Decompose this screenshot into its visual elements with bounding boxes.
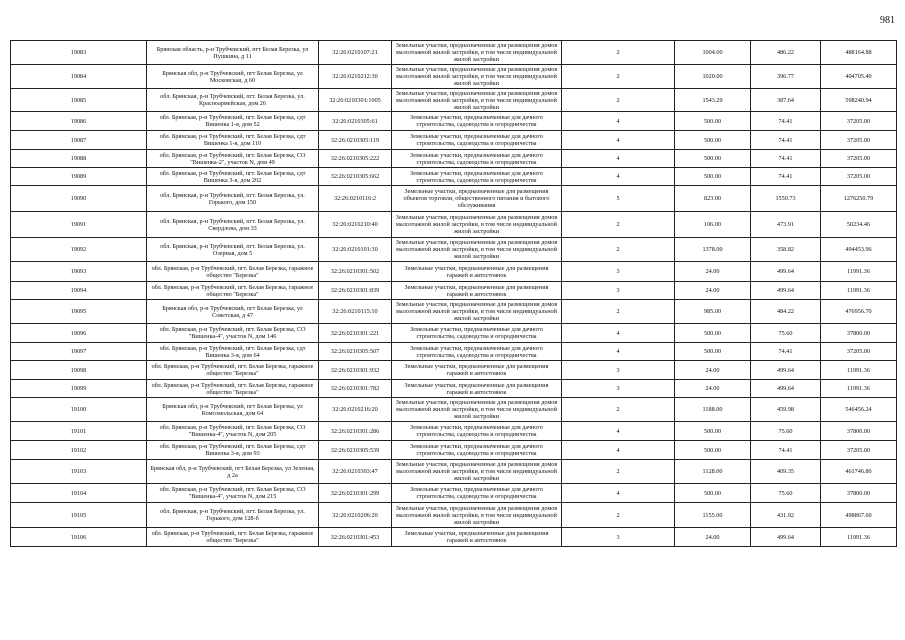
land-use-type-cell: Земельные участки, предназначенные для размещения гаражей и автостоянок — [392, 528, 562, 547]
use-group-cell: 4 — [562, 131, 675, 150]
land-use-type-cell: Земельные участки, предназначенные для размещения домов малоэтажной жилой застройки, в том числе индивидуальной жилой застройки — [392, 89, 562, 112]
area-cell: 1188.00 — [675, 398, 751, 422]
area-cell: 500.00 — [675, 324, 751, 343]
record-number-cell: 19089 — [11, 168, 147, 186]
use-group-cell: 4 — [562, 484, 675, 503]
address-cell: обл. Брянская, р-н Трубчевский, пгт. Белая Березка, гаражное общество "Березка" — [147, 528, 319, 547]
record-number-cell: 19085 — [11, 89, 147, 112]
cadastral-value-cell: 598240.94 — [821, 89, 897, 112]
record-number-cell: 19096 — [11, 324, 147, 343]
specific-value-cell: 74.41 — [751, 343, 821, 361]
area-cell: 24.00 — [675, 528, 751, 547]
land-use-type-cell: Земельные участки, предназначенные для дачного строительства, садоводства и огородничества — [392, 324, 562, 343]
cadastral-number-cell: 32:26:0210206:20 — [319, 503, 392, 528]
use-group-cell: 4 — [562, 422, 675, 441]
land-use-type-cell: Земельные участки, предназначенные для размещения гаражей и автостоянок — [392, 361, 562, 380]
specific-value-cell: 1550.73 — [751, 186, 821, 212]
specific-value-cell: 75.60 — [751, 422, 821, 441]
area-cell: 500.00 — [675, 150, 751, 168]
area-cell: 500.00 — [675, 168, 751, 186]
table-row — [11, 150, 897, 168]
cadastral-number-cell: 32:26:0210101:30 — [319, 238, 392, 262]
record-number-cell: 19100 — [11, 398, 147, 422]
table-row — [11, 65, 897, 89]
land-use-type-cell: Земельные участки, предназначенные для размещения домов малоэтажной жилой застройки, в том числе индивидуальной жилой застройки — [392, 41, 562, 65]
page-number: 981 — [880, 15, 895, 26]
land-use-type-cell: Земельные участки, предназначенные для дачного строительства, садоводства и огородничества — [392, 131, 562, 150]
record-number-cell: 19086 — [11, 112, 147, 131]
use-group-cell: 3 — [562, 361, 675, 380]
specific-value-cell: 74.41 — [751, 441, 821, 460]
table-row — [11, 380, 897, 398]
record-number-cell: 19084 — [11, 65, 147, 89]
specific-value-cell: 75.60 — [751, 324, 821, 343]
table-row — [11, 131, 897, 150]
record-number-cell: 19104 — [11, 484, 147, 503]
cadastral-value-cell: 494453.96 — [821, 238, 897, 262]
cadastral-value-cell: 11991.36 — [821, 380, 897, 398]
cadastral-value-cell: 11991.36 — [821, 282, 897, 300]
area-cell: 500.00 — [675, 131, 751, 150]
address-cell: обл. Брянская, р-н Трубчевский, пгт. Белая Березка, гаражное общество "Березка" — [147, 380, 319, 398]
address-cell: Брянская область, р-н Трубчевский, пгт Белая Березка, ул Пушкина, д 11 — [147, 41, 319, 65]
specific-value-cell: 473.91 — [751, 212, 821, 238]
use-group-cell: 4 — [562, 150, 675, 168]
table-row — [11, 262, 897, 282]
cadastral-value-cell: 476956.70 — [821, 300, 897, 324]
land-use-type-cell: Земельные участки, предназначенные для дачного строительства, садоводства и огородничества — [392, 441, 562, 460]
area-cell: 1543.29 — [675, 89, 751, 112]
address-cell: обл. Брянская, р-н Трубчевский, пгт. Белая Березка, гаражное общество "Березка" — [147, 262, 319, 282]
address-cell: обл. Брянская, р-н Трубчевский, пгт. Белая Березка, ул. Красноармейская, дом 26 — [147, 89, 319, 112]
address-cell: обл. Брянская, р-н Трубчевский, пгт. Белая Березка, ул. Озерная, дом 5 — [147, 238, 319, 262]
cadastral-number-cell: 32:26:0210301:782 — [319, 380, 392, 398]
record-number-cell: 19093 — [11, 262, 147, 282]
specific-value-cell: 74.41 — [751, 112, 821, 131]
cadastral-value-cell: 498867.60 — [821, 503, 897, 528]
table-row — [11, 324, 897, 343]
cadastral-number-cell: 32:26:0210301:453 — [319, 528, 392, 547]
record-number-cell: 19095 — [11, 300, 147, 324]
record-number-cell: 19097 — [11, 343, 147, 361]
address-cell: обл. Брянская, р-н Трубчевский, пгт. Белая Березка, гаражное общество "Березка" — [147, 361, 319, 380]
area-cell: 24.00 — [675, 361, 751, 380]
specific-value-cell: 499.64 — [751, 282, 821, 300]
address-cell: обл. Брянская, р-н Трубчевский, пгт. Белая Березка, сдт Вишенка 1-я, дом 52 — [147, 112, 319, 131]
cadastral-value-cell: 11991.36 — [821, 528, 897, 547]
cadastral-number-cell: 32:26:0210301:502 — [319, 262, 392, 282]
area-cell: 1020.00 — [675, 65, 751, 89]
area-cell: 24.00 — [675, 262, 751, 282]
record-number-cell: 19087 — [11, 131, 147, 150]
area-cell: 500.00 — [675, 112, 751, 131]
cadastral-value-cell: 37205.00 — [821, 441, 897, 460]
cadastral-number-cell: 32:26:0210107:21 — [319, 41, 392, 65]
specific-value-cell: 499.64 — [751, 262, 821, 282]
address-cell: обл. Брянская, р-н Трубчевский, пгт. Белая Березка, сдт Вишенка 1-я, дом 110 — [147, 131, 319, 150]
record-number-cell: 19099 — [11, 380, 147, 398]
use-group-cell: 3 — [562, 262, 675, 282]
specific-value-cell: 74.41 — [751, 150, 821, 168]
cadastral-number-cell: 32:26:0210305:119 — [319, 131, 392, 150]
record-number-cell: 19092 — [11, 238, 147, 262]
cadastral-number-cell: 32:26:0210305:662 — [319, 168, 392, 186]
address-cell: обл. Брянская, р-н Трубчевский, пгт. Белая Березка, сдт Вишенка 3-я, дом 93 — [147, 441, 319, 460]
use-group-cell: 4 — [562, 324, 675, 343]
cadastral-value-cell: 404705.40 — [821, 65, 897, 89]
use-group-cell: 2 — [562, 41, 675, 65]
address-cell: обл. Брянская, р-н Трубчевский, пгт. Белая Березка, ул. Горького, дом 150 — [147, 186, 319, 212]
area-cell: 823.00 — [675, 186, 751, 212]
use-group-cell: 2 — [562, 503, 675, 528]
address-cell: обл. Брянская, р-н Трубчевский, пгт. Белая Березка, СО "Вишенка-4", участок N, дом 205 — [147, 422, 319, 441]
use-group-cell: 3 — [562, 380, 675, 398]
specific-value-cell: 459.98 — [751, 398, 821, 422]
table-row — [11, 398, 897, 422]
cadastral-number-cell: 32:26:0210305:539 — [319, 441, 392, 460]
record-number-cell: 19088 — [11, 150, 147, 168]
record-number-cell: 19102 — [11, 441, 147, 460]
use-group-cell: 2 — [562, 238, 675, 262]
specific-value-cell: 484.22 — [751, 300, 821, 324]
cadastral-value-cell: 461746.80 — [821, 460, 897, 484]
table-row — [11, 212, 897, 238]
specific-value-cell: 387.64 — [751, 89, 821, 112]
land-use-type-cell: Земельные участки, предназначенные для дачного строительства, садоводства и огородничества — [392, 168, 562, 186]
area-cell: 1378.00 — [675, 238, 751, 262]
specific-value-cell: 74.41 — [751, 168, 821, 186]
land-use-type-cell: Земельные участки, предназначенные для дачного строительства, садоводства и огородничества — [392, 484, 562, 503]
area-cell: 500.00 — [675, 441, 751, 460]
area-cell: 106.00 — [675, 212, 751, 238]
table-row — [11, 503, 897, 528]
address-cell: Брянская обл, р-н Трубчевский, пгт Белая Березка, ул Зеленая, д 2а — [147, 460, 319, 484]
land-use-type-cell: Земельные участки, предназначенные для размещения гаражей и автостоянок — [392, 380, 562, 398]
cadastral-number-cell: 32:26:0210210:40 — [319, 212, 392, 238]
land-use-type-cell: Земельные участки, предназначенные для размещения гаражей и автостоянок — [392, 282, 562, 300]
cadastral-value-cell: 37205.00 — [821, 150, 897, 168]
use-group-cell: 5 — [562, 186, 675, 212]
table-row — [11, 422, 897, 441]
area-cell: 24.00 — [675, 282, 751, 300]
area-cell: 500.00 — [675, 343, 751, 361]
record-number-cell: 19094 — [11, 282, 147, 300]
record-number-cell: 19090 — [11, 186, 147, 212]
table-row — [11, 168, 897, 186]
land-use-type-cell: Земельные участки, предназначенные для дачного строительства, садоводства и огородничества — [392, 343, 562, 361]
use-group-cell: 4 — [562, 168, 675, 186]
cadastral-value-cell: 37205.00 — [821, 112, 897, 131]
table-row — [11, 112, 897, 131]
land-use-type-cell: Земельные участки, предназначенные для размещения гаражей и автостоянок — [392, 262, 562, 282]
use-group-cell: 3 — [562, 528, 675, 547]
cadastral-number-cell: 32:26:0210216:20 — [319, 398, 392, 422]
table-row — [11, 282, 897, 300]
area-cell: 1155.00 — [675, 503, 751, 528]
address-cell: обл. Брянская, р-н Трубчевский, пгт. Белая Березка, СО "Вишенка-2", участок N, дом 49 — [147, 150, 319, 168]
cadastral-value-cell: 37800.00 — [821, 484, 897, 503]
address-cell: обл. Брянская, р-н Трубчевский, пгт. Белая Березка, СО "Вишенка-4", участок N, дом 146 — [147, 324, 319, 343]
cadastral-value-cell: 1276250.79 — [821, 186, 897, 212]
cadastral-number-cell: 32:26:0210301:299 — [319, 484, 392, 503]
use-group-cell: 4 — [562, 441, 675, 460]
cadastral-number-cell: 32:26:0210305:222 — [319, 150, 392, 168]
record-number-cell: 19105 — [11, 503, 147, 528]
area-cell: 1128.00 — [675, 460, 751, 484]
table-row — [11, 300, 897, 324]
cadastral-value-cell: 37205.00 — [821, 343, 897, 361]
area-cell: 500.00 — [675, 422, 751, 441]
table-row — [11, 484, 897, 503]
cadastral-number-cell: 32:26:0210301:221 — [319, 324, 392, 343]
specific-value-cell: 74.41 — [751, 131, 821, 150]
land-use-type-cell: Земельные участки, предназначенные для размещения домов малоэтажной жилой застройки, в том числе индивидуальной жилой застройки — [392, 398, 562, 422]
cadastral-number-cell: 32:26:0210301:839 — [319, 282, 392, 300]
specific-value-cell: 499.64 — [751, 528, 821, 547]
specific-value-cell: 486.22 — [751, 41, 821, 65]
cadastral-value-cell: 546456.24 — [821, 398, 897, 422]
cadastral-number-cell: 32:26:0210115:10 — [319, 300, 392, 324]
cadastral-value-cell: 488164.88 — [821, 41, 897, 65]
address-cell: обл. Брянская, р-н Трубчевский, пгт. Белая Березка, сдт Вишенка 3-я, дом 64 — [147, 343, 319, 361]
land-use-type-cell: Земельные участки, предназначенные для размещения домов малоэтажной жилой застройки, в том числе индивидуальной жилой застройки — [392, 65, 562, 89]
use-group-cell: 2 — [562, 460, 675, 484]
cadastral-value-cell: 50234.46 — [821, 212, 897, 238]
table-row — [11, 186, 897, 212]
table-row — [11, 528, 897, 547]
specific-value-cell: 431.92 — [751, 503, 821, 528]
use-group-cell: 2 — [562, 300, 675, 324]
table-row — [11, 460, 897, 484]
use-group-cell: 4 — [562, 343, 675, 361]
record-number-cell: 19101 — [11, 422, 147, 441]
address-cell: Брянская обл, р-н Трубчевский, пгт Белая Березка, ул Комсомольская, дом 64 — [147, 398, 319, 422]
land-use-type-cell: Земельные участки, предназначенные для размещения домов малоэтажной жилой застройки, в том числе индивидуальной жилой застройки — [392, 238, 562, 262]
use-group-cell: 4 — [562, 112, 675, 131]
specific-value-cell: 409.35 — [751, 460, 821, 484]
area-cell: 985.00 — [675, 300, 751, 324]
table-row — [11, 441, 897, 460]
table-row — [11, 361, 897, 380]
address-cell: обл. Брянская, р-н Трубчевский, пгт. Белая Березка, СО "Вишенка-4", участок N, дом 215 — [147, 484, 319, 503]
area-cell: 24.00 — [675, 380, 751, 398]
cadastral-number-cell: 32:26:0210305:507 — [319, 343, 392, 361]
use-group-cell: 2 — [562, 212, 675, 238]
land-use-type-cell: Земельные участки, предназначенные для дачного строительства, садоводства и огородничества — [392, 422, 562, 441]
address-cell: обл. Брянская, р-н Трубчевский, пгт. Белая Березка, сдт Вишенка 3-я, дом 202 — [147, 168, 319, 186]
record-number-cell: 19103 — [11, 460, 147, 484]
cadastral-value-cell: 11991.36 — [821, 262, 897, 282]
address-cell: обл. Брянская, р-н Трубчевский, пгт. Белая Березка, ул. Свердлова, дом 33 — [147, 212, 319, 238]
land-use-type-cell: Земельные участки, предназначенные для дачного строительства, садоводства и огородничества — [392, 150, 562, 168]
table-row — [11, 343, 897, 361]
use-group-cell: 3 — [562, 282, 675, 300]
address-cell: обл. Брянская, р-н Трубчевский, пгт. Белая Березка, гаражное общество "Березка" — [147, 282, 319, 300]
table-row — [11, 238, 897, 262]
record-number-cell: 19098 — [11, 361, 147, 380]
cadastral-value-cell: 37205.00 — [821, 168, 897, 186]
address-cell: Брянская обл, р-н Трубчевский, пгт Белая Березка, ул Московская, д 60 — [147, 65, 319, 89]
cadastral-value-cell: 37800.00 — [821, 324, 897, 343]
land-use-type-cell: Земельные участки, предназначенные для размещения домов малоэтажной жилой застройки, в том числе индивидуальной жилой застройки — [392, 460, 562, 484]
land-use-type-cell: Земельные участки, предназначенные для размещения домов малоэтажной жилой застройки, в том числе индивидуальной жилой застройки — [392, 300, 562, 324]
cadastral-number-cell: 32:26:0210116:2 — [319, 186, 392, 212]
use-group-cell: 2 — [562, 89, 675, 112]
cadastral-value-cell: 11991.36 — [821, 361, 897, 380]
cadastral-number-cell: 32:26:0210301:1005 — [319, 89, 392, 112]
record-number-cell: 19083 — [11, 41, 147, 65]
cadastral-value-cell: 37800.00 — [821, 422, 897, 441]
land-use-type-cell: Земельные участки, предназначенные для размещения домов малоэтажной жилой застройки, в том числе индивидуальной жилой застройки — [392, 212, 562, 238]
use-group-cell: 2 — [562, 65, 675, 89]
area-cell: 500.00 — [675, 484, 751, 503]
land-valuation-table — [10, 40, 897, 547]
area-cell: 1004.00 — [675, 41, 751, 65]
record-number-cell: 19091 — [11, 212, 147, 238]
table-row — [11, 89, 897, 112]
specific-value-cell: 499.64 — [751, 361, 821, 380]
cadastral-value-cell: 37205.00 — [821, 131, 897, 150]
land-use-type-cell: Земельные участки, предназначенные для дачного строительства, садоводства и огородничества — [392, 112, 562, 131]
specific-value-cell: 499.64 — [751, 380, 821, 398]
specific-value-cell: 358.82 — [751, 238, 821, 262]
cadastral-number-cell: 32:26:0210212:30 — [319, 65, 392, 89]
specific-value-cell: 75.60 — [751, 484, 821, 503]
cadastral-number-cell: 32:26:0210303:47 — [319, 460, 392, 484]
cadastral-number-cell: 32:26:0210301:932 — [319, 361, 392, 380]
specific-value-cell: 396.77 — [751, 65, 821, 89]
address-cell: Брянская обл, р-н Трубчевский, пгт Белая Березка, ул Советская, д 47 — [147, 300, 319, 324]
record-number-cell: 19106 — [11, 528, 147, 547]
cadastral-number-cell: 32:26:0210305:61 — [319, 112, 392, 131]
address-cell: обл. Брянская, р-н Трубчевский, пгт. Белая Березка, ул. Горького, дом 128-б — [147, 503, 319, 528]
table-row — [11, 41, 897, 65]
land-use-type-cell: Земельные участки, предназначенные для размещения объектов торговли, общественного питания и бытового обслуживания — [392, 186, 562, 212]
use-group-cell: 2 — [562, 398, 675, 422]
land-use-type-cell: Земельные участки, предназначенные для размещения домов малоэтажной жилой застройки, в том числе индивидуальной жилой застройки — [392, 503, 562, 528]
cadastral-number-cell: 32:26:0210301:286 — [319, 422, 392, 441]
